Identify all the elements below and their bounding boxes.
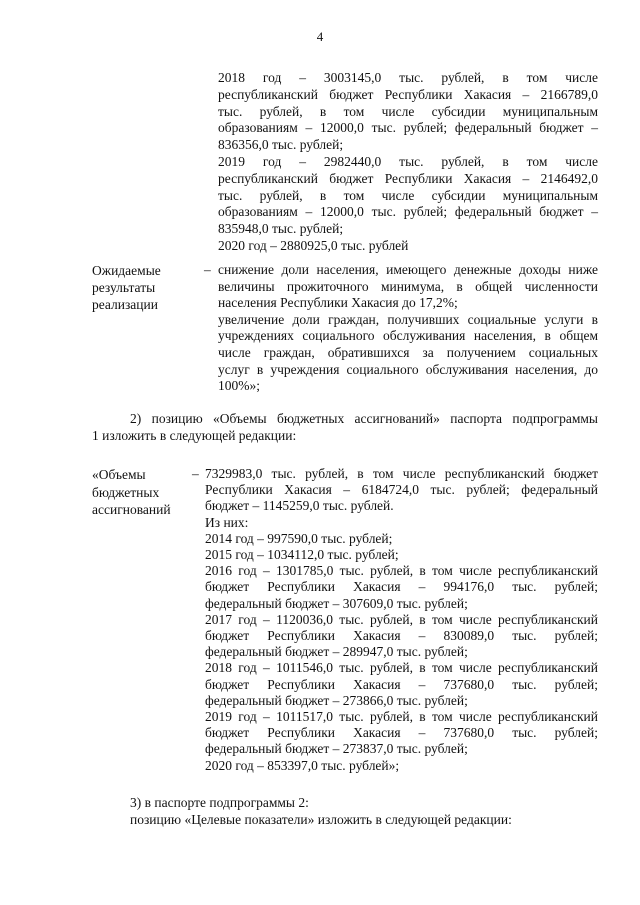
text-line: федеральный бюджет – 273837,0 тыс. рублей; <box>205 741 468 757</box>
text-line: бюджет Республики Хакасия – 737680,0 тыс. рублей; <box>205 725 598 741</box>
text-line: услуг в учреждения социального обслуживания населения, до <box>218 361 598 377</box>
budget-text <box>205 466 598 774</box>
text-line: бюджет Республики Хакасия – 994176,0 тыс. рублей; <box>205 579 598 595</box>
text-line: 835948,0 тыс. рублей; <box>218 221 344 237</box>
paragraph-line: 2) позицию «Объемы бюджетных ассигнований» паспорта подпрограммы <box>130 411 598 426</box>
text-line: 2016 год – 1301785,0 тыс. рублей, в том числе республиканский <box>205 563 598 579</box>
label-line: бюджетных <box>92 484 160 500</box>
text-line: тыс. рублей, в том числе субсидии муниципальным <box>218 103 598 119</box>
text-line: учреждениях социального обслуживания населения, в общем <box>218 328 598 344</box>
label-line: Ожидаемые <box>92 263 161 278</box>
text-line: бюджет Республики Хакасия – 737680,0 тыс. рублей; <box>205 676 598 692</box>
text-line: образованиям – 12000,0 тыс. рублей; федеральный бюджет – <box>218 120 598 136</box>
paragraph-line: позицию «Целевые показатели» изложить в следующей редакции: <box>130 812 512 827</box>
text-line: 2020 год – 2880925,0 тыс. рублей <box>218 237 409 253</box>
label-line: «Объемы <box>92 467 146 482</box>
paragraph-line: 1 изложить в следующей редакции: <box>92 428 297 443</box>
text-line: 2019 год – 1011517,0 тыс. рублей, в том числе республиканский <box>205 709 598 725</box>
text-line: образованиям – 12000,0 тыс. рублей; федеральный бюджет – <box>218 204 598 220</box>
text-line: федеральный бюджет – 307609,0 тыс. рублей; <box>205 595 468 611</box>
label-line: ассигнований <box>92 502 171 517</box>
text-line: снижение доли населения, имеющего денежные доходы ниже <box>218 262 598 277</box>
label-line: реализации <box>92 297 158 312</box>
text-line: 2014 год – 997590,0 тыс. рублей; <box>205 530 393 546</box>
text-line: 2015 год – 1034112,0 тыс. рублей; <box>205 547 399 563</box>
text-line: Из них: <box>205 514 249 530</box>
item-2-paragraph <box>92 410 598 444</box>
text-line: 2019 год – 2982440,0 тыс. рублей, в том числе <box>218 153 598 169</box>
text-line: бюджет – 1145259,0 тыс. рублей. <box>205 498 394 514</box>
text-line: республиканский бюджет Республики Хакасия – 2146492,0 <box>218 170 598 186</box>
page-number: 4 <box>316 29 324 44</box>
text-line: числе граждан, обратившихся за получением социальных <box>218 344 598 360</box>
text-line: 2020 год – 853397,0 тыс. рублей»; <box>205 757 400 773</box>
text-line: республиканский бюджет Республики Хакасия – 2166789,0 <box>218 86 598 102</box>
text-line: федеральный бюджет – 273866,0 тыс. рублей; <box>205 692 468 708</box>
text-line: населения Республики Хакасия до 17,2%; <box>218 295 458 311</box>
text-line: увеличение доли граждан, получивших социальные услуги в <box>218 311 598 327</box>
paragraph-line: 3) в паспорте подпрограммы 2: <box>130 795 309 810</box>
text-line: тыс. рублей, в том числе субсидии муниципальным <box>218 187 598 203</box>
text-line: 836356,0 тыс. рублей; <box>218 137 344 153</box>
text-line: величины прожиточного минимума, в общей численности <box>218 278 598 294</box>
funding-continuation <box>218 70 598 255</box>
budget-label <box>92 466 171 519</box>
text-line: федеральный бюджет – 289947,0 тыс. рублей; <box>205 644 468 660</box>
text-line: 2017 год – 1120036,0 тыс. рублей, в том числе республиканский <box>205 611 598 627</box>
label-line: результаты <box>92 280 156 295</box>
results-text <box>218 262 598 395</box>
text-line: 100%»; <box>218 378 260 394</box>
text-line: бюджет Республики Хакасия – 830089,0 тыс. рублей; <box>205 628 598 644</box>
text-line: 2018 год – 3003145,0 тыс. рублей, в том числе <box>218 70 598 85</box>
text-line: 7329983,0 тыс. рублей, в том числе республиканский бюджет <box>205 466 598 481</box>
results-label <box>92 262 161 313</box>
text-line: 2018 год – 1011546,0 тыс. рублей, в том числе республиканский <box>205 660 598 676</box>
budget-dash: – <box>192 466 199 481</box>
results-dash: – <box>204 262 211 277</box>
item-3-paragraph <box>92 794 598 828</box>
text-line: Республики Хакасия – 6184724,0 тыс. рублей; федеральный <box>205 482 598 498</box>
